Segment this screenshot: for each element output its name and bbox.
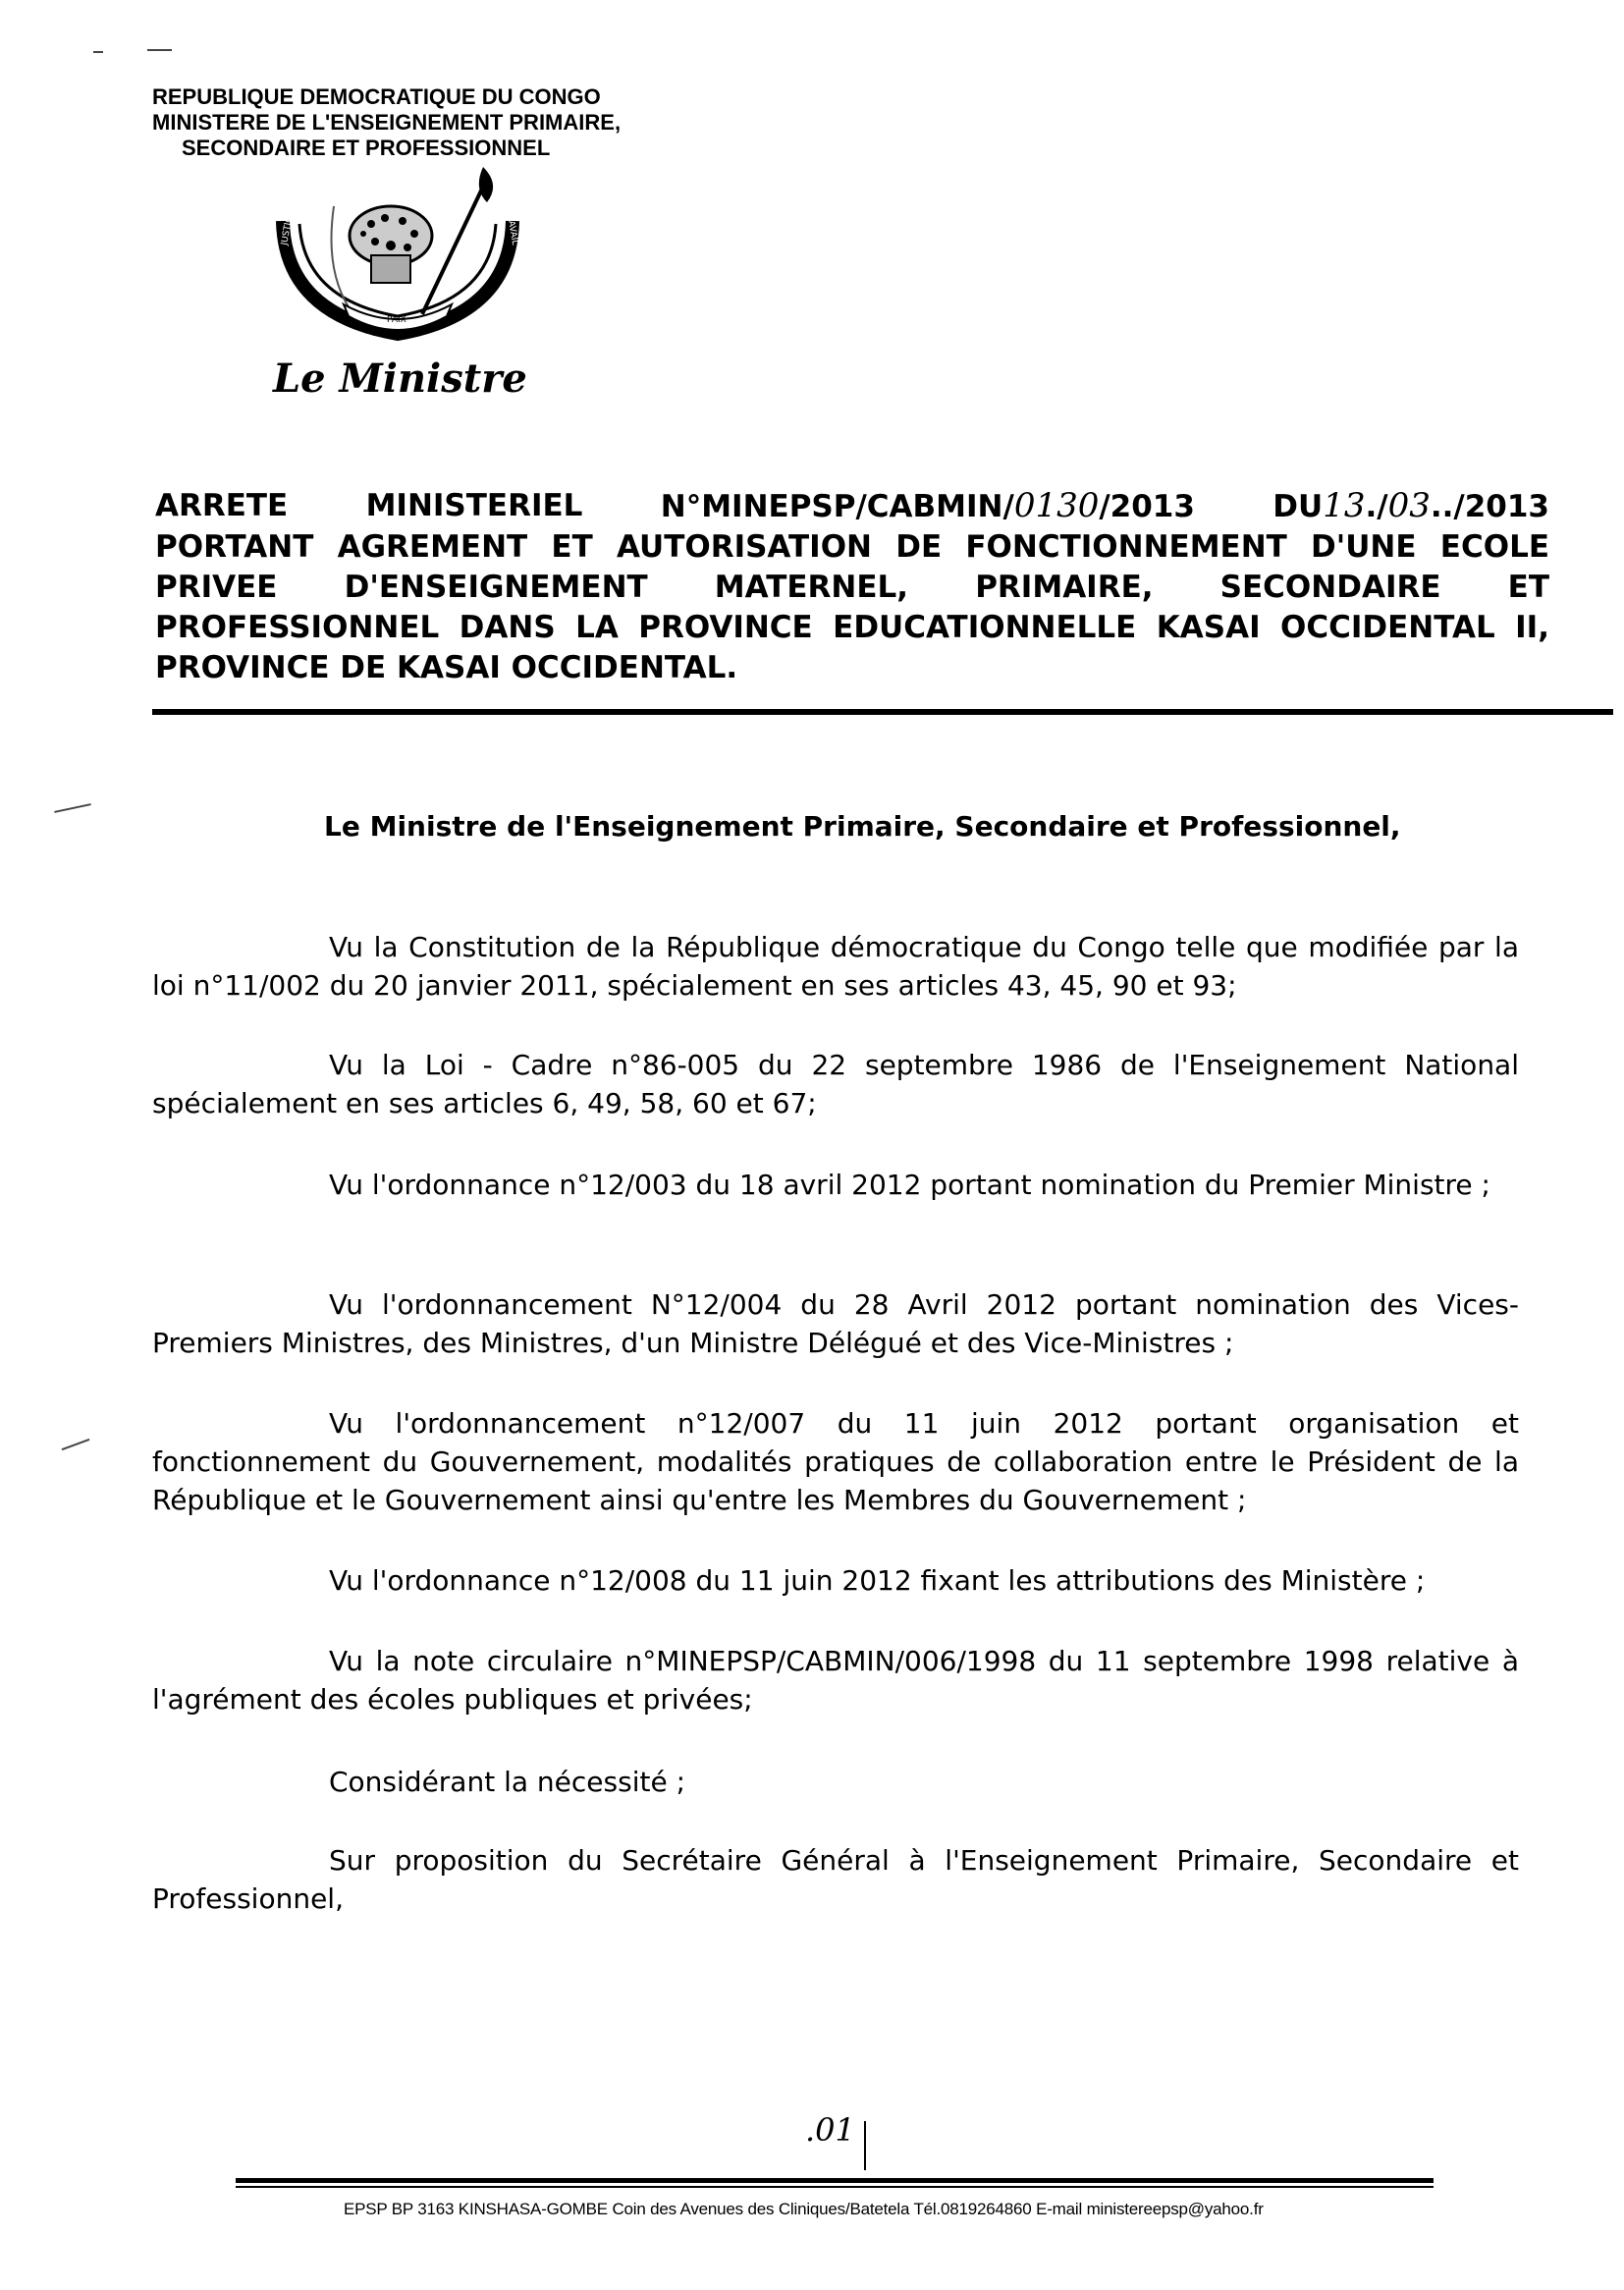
title-word: MINISTERIEL (365, 488, 583, 523)
considerant-paragraph: Vu la Loi - Cadre n°86-005 du 22 septembre 1986 de l'Enseignement National spécialement en ses articles 6, 49, 58, 60 et 67; (152, 1049, 1519, 1119)
motto-text: JUSTICE (280, 210, 297, 246)
handwritten-month: 03 (1387, 486, 1431, 525)
decree-title-line1 (155, 486, 1549, 527)
decree-title-rest: PORTANT AGREMENT ET AUTORISATION DE FONCTIONNEMENT D'UNE ECOLE PRIVEE D'ENSEIGNEMENT MATERNEL, PRIMAIRE, SECONDAIRE ET PROFESSIONNEL DANS LA PROVINCE EDUCATIONNELLE KASAI OCCIDENTAL II, PROVINCE DE KASAI OCCIDENTAL. (155, 529, 1549, 685)
decree-number (661, 486, 1195, 527)
considerant-paragraph: Vu l'ordonnance n°12/003 du 18 avril 2012 portant nomination du Premier Ministre ; (329, 1169, 1490, 1201)
decree-date-prefix: DU (1272, 489, 1324, 524)
considerant-paragraph: Sur proposition du Secrétaire Général à l'Enseignement Primaire, Secondaire et Professionnel, (152, 1844, 1519, 1915)
handwritten-day: 13 (1323, 486, 1366, 525)
scan-artifact (93, 51, 103, 53)
considerant-paragraph: Vu l'ordonnancement n°12/007 du 11 juin 2012 portant organisation et fonctionnement du Gouvernement, modalités pratiques de collaboration entre le Président de la République et le Gouvernement ainsi qu'entre les Membres du Gouvernement ; (152, 1407, 1519, 1516)
motto-text: TRAVAIL (504, 208, 520, 246)
footer-address: EPSP BP 3163 KINSHASA-GOMBE Coin des Avenues des Cliniques/Batetela Tél.0819264860 E-mail ministereepsp@yahoo.fr (344, 2200, 1264, 2218)
decree-title (155, 486, 1549, 688)
coat-of-arms-seal (265, 167, 530, 354)
considerant-paragraph: Vu la Constitution de la République démocratique du Congo telle que modifiée par la loi n°11/002 du 20 janvier 2011, spécialement en ses articles 43, 45, 90 et 93; (152, 931, 1519, 1002)
scan-artifact (54, 803, 91, 813)
considerant-paragraph: Vu la note circulaire n°MINEPSP/CABMIN/006/1998 du 11 septembre 1998 relative à l'agrément des écoles publiques et privées; (152, 1645, 1519, 1716)
letterhead-ministry-cont: SECONDAIRE ET PROFESSIONNEL (182, 136, 551, 160)
decree-date (1272, 486, 1549, 527)
decree-date-year: ../2013 (1430, 489, 1549, 524)
scan-artifact (62, 1439, 90, 1450)
title-word: ARRETE (155, 488, 289, 523)
page-mark-stroke (864, 2121, 866, 2170)
considerant-paragraph: Vu l'ordonnance n°12/008 du 11 juin 2012 fixant les attributions des Ministère ; (329, 1564, 1426, 1597)
decree-number-prefix: N°MINEPSP/CABMIN/ (660, 489, 1014, 524)
minister-heading: Le Ministre de l'Enseignement Primaire, Secondaire et Professionnel, (324, 810, 1401, 843)
motto-text: PAIX (387, 315, 406, 325)
footer-divider (236, 2178, 1434, 2183)
title-divider (152, 709, 1613, 715)
considerant-paragraph: Vu l'ordonnancement N°12/004 du 28 Avril 2012 portant nomination des Vices-Premiers Ministres, des Ministres, d'un Ministre Délégué et des Vice-Ministres ; (152, 1288, 1519, 1359)
footer-divider (236, 2186, 1434, 2188)
signature-le-ministre: Le Ministre (273, 355, 527, 402)
page-number-mark: .01 (805, 2111, 855, 2149)
decree-number-year: /2013 (1099, 489, 1195, 524)
letterhead-ministry: MINISTERE DE L'ENSEIGNEMENT PRIMAIRE, (152, 110, 622, 135)
date-separator: ./ (1365, 489, 1388, 524)
letterhead (152, 84, 621, 161)
considerant-paragraph: Considérant la nécessité ; (329, 1766, 686, 1798)
letterhead-country: REPUBLIQUE DEMOCRATIQUE DU CONGO (152, 84, 601, 109)
handwritten-number: 0130 (1013, 486, 1100, 525)
scan-artifact (147, 49, 172, 51)
